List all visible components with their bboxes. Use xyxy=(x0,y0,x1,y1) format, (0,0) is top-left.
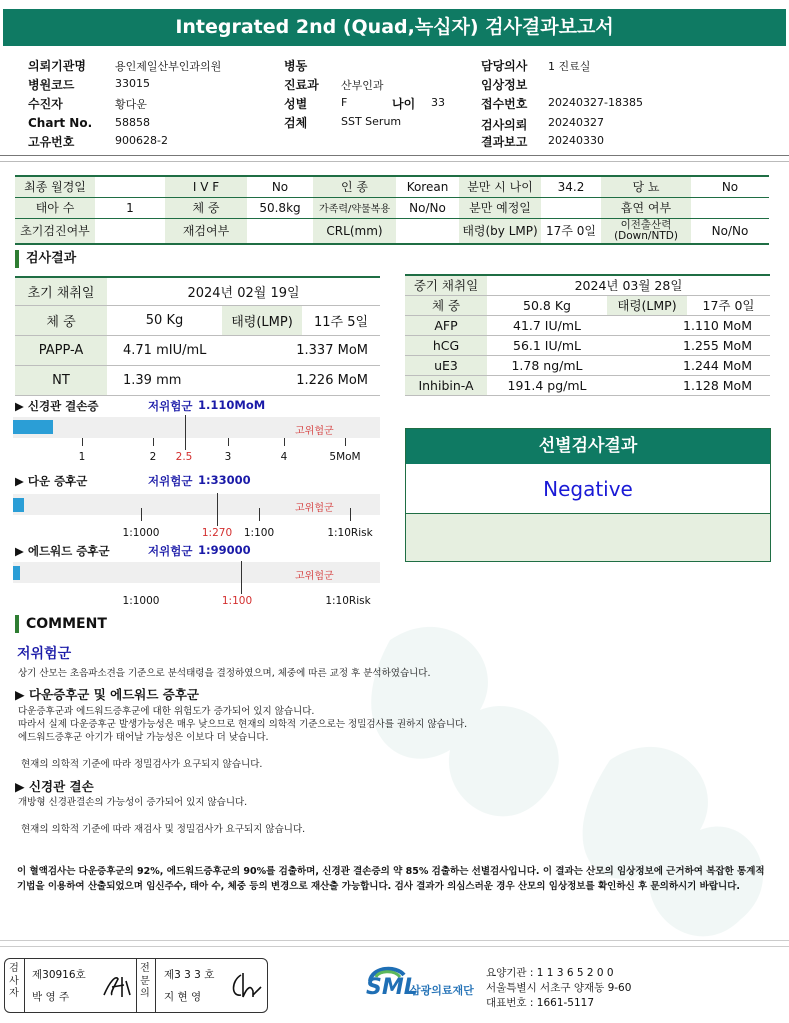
table-cell xyxy=(95,218,165,244)
table-cell xyxy=(95,176,165,197)
table-cell: 2024년 03월 28일 xyxy=(487,275,770,295)
table-cell: 50.8kg xyxy=(247,197,313,218)
stamp-divider xyxy=(155,959,156,1012)
table-row xyxy=(405,295,770,315)
tick-label: 2 xyxy=(149,451,157,463)
table-cell: uE3 xyxy=(405,355,487,375)
table-cell: 1 xyxy=(95,197,165,218)
table-row xyxy=(405,375,770,395)
table-cell: 1.78 ng/mL xyxy=(487,355,607,375)
header-value: SST Serum xyxy=(341,115,402,128)
tick-mark xyxy=(284,438,285,446)
header-value: 황다운 xyxy=(115,98,147,111)
stamp-divider xyxy=(136,959,137,1012)
table-row xyxy=(15,305,380,335)
table-row xyxy=(405,335,770,355)
comment-heading: COMMENT xyxy=(15,615,107,633)
tick-label: 1:10Risk xyxy=(327,527,373,539)
tick-mark xyxy=(82,438,83,446)
table-cell: CRL(mm) xyxy=(313,218,396,244)
header-value: F xyxy=(341,96,348,109)
inspector-signature xyxy=(100,971,134,1001)
tick-label: 1:1000 xyxy=(122,595,160,607)
table-cell: 분만 예정일 xyxy=(459,197,541,218)
tick-mark xyxy=(228,438,229,446)
header-label: 수진자 xyxy=(28,97,63,111)
inspector-name: 박 영 주 xyxy=(32,991,70,1003)
comment-text: 따라서 실제 다운증후군 발생가능성은 매우 낮으므로 현재의 의학적 기준으로는 정밀검사를 권하지 않습니다. xyxy=(18,719,468,730)
tick-mark xyxy=(259,508,260,521)
header-label: 담당의사 xyxy=(481,59,528,73)
risk-title: ▶ 신경관 결손증 xyxy=(15,399,99,413)
risk-value: 1:99000 xyxy=(198,543,251,557)
tick-label: 1:270 xyxy=(201,527,233,539)
table-cell: No/No xyxy=(691,218,769,244)
header-label: 검사의뢰 xyxy=(481,118,528,132)
header-value: 900628-2 xyxy=(115,134,168,147)
table-cell: PAPP-A xyxy=(15,335,107,365)
header-label: 고유번호 xyxy=(28,135,75,149)
comment-text: 현재의 의학적 기준에 따라 재검사 및 정밀검사가 요구되지 않습니다. xyxy=(21,824,306,835)
header-label: 결과보고 xyxy=(481,135,528,149)
header-value: 33015 xyxy=(115,77,150,90)
mid-sample-table xyxy=(405,274,770,396)
background-watermark xyxy=(330,600,789,1020)
table-cell: 중기 채취일 xyxy=(405,275,487,295)
table-cell: 체 중 xyxy=(15,305,107,335)
comment-text: 현재의 의학적 기준에 따라 정밀검사가 요구되지 않습니다. xyxy=(21,759,263,770)
table-cell: 1.255 MoM xyxy=(607,335,770,355)
risk-value: 1.110MoM xyxy=(198,398,266,412)
header-value: 20240327-18385 xyxy=(548,96,643,109)
header-value: 20240330 xyxy=(548,134,604,147)
table-cell: 41.7 IU/mL xyxy=(487,315,607,335)
tick-label: 1:100 xyxy=(221,595,253,607)
table-cell xyxy=(691,197,769,218)
table-cell: 태령(LMP) xyxy=(607,295,687,315)
screening-result-blank xyxy=(406,514,770,561)
tick-mark xyxy=(345,438,346,446)
table-cell: No xyxy=(691,176,769,197)
table-cell: 17주 0일 xyxy=(687,295,770,315)
tick-label: 5MoM xyxy=(329,451,361,463)
table-cell: 1.337 MoM xyxy=(222,335,380,365)
specialist-number: 제3 3 3 호 xyxy=(164,969,215,981)
tick-mark xyxy=(153,438,154,446)
table-cell: 체 중 xyxy=(165,197,247,218)
stamp-divider xyxy=(24,959,25,1012)
table-row xyxy=(405,355,770,375)
table-cell: 1.110 MoM xyxy=(607,315,770,335)
table-cell: hCG xyxy=(405,335,487,355)
table-cell: 분만 시 나이 xyxy=(459,176,541,197)
header-value: 20240327 xyxy=(548,116,604,129)
table-cell: 재검여부 xyxy=(165,218,247,244)
table-cell: 1.39 mm xyxy=(107,365,222,395)
table-cell: 초기 채취일 xyxy=(15,277,107,305)
comment-text: 상기 산모는 초음파소견을 기준으로 분석태령을 결정하였으며, 체중에 따른 교정 후 분석하였습니다. xyxy=(18,668,431,679)
report-title: Integrated 2nd (Quad,녹십자) 검사결과보고서 xyxy=(3,9,786,46)
tick-label: 3 xyxy=(224,451,232,463)
tick-label: 2.5 xyxy=(175,451,193,463)
tick-label: 1:100 xyxy=(243,527,275,539)
inspector-number: 제30916호 xyxy=(32,969,86,981)
table-cell: 56.1 IU/mL xyxy=(487,335,607,355)
table-cell: 50.8 Kg xyxy=(487,295,607,315)
result-section-heading: 검사결과 xyxy=(15,250,76,268)
footer-divider xyxy=(0,946,789,947)
comment-risk-group: 저위험군 xyxy=(17,646,72,662)
table-cell xyxy=(541,197,601,218)
header-label: Chart No. xyxy=(28,116,93,130)
header-divider xyxy=(0,161,789,162)
table-cell: 1.128 MoM xyxy=(607,375,770,395)
table-cell: 인 종 xyxy=(313,176,396,197)
table-cell: 태아 수 xyxy=(15,197,95,218)
table-cell: 당 뇨 xyxy=(601,176,691,197)
table-cell: Inhibin-A xyxy=(405,375,487,395)
screening-result-label: 선별검사결과 xyxy=(406,429,770,464)
tick-mark xyxy=(141,508,142,521)
header-label: 진료과 xyxy=(284,78,319,92)
comment-subtitle: ▶ 다운증후군 및 에드워드 증후군 xyxy=(15,687,199,702)
header-label: 검체 xyxy=(284,116,308,130)
header-value: 산부인과 xyxy=(341,79,384,92)
specialist-signature xyxy=(227,969,263,1003)
header-label: 접수번호 xyxy=(481,97,528,111)
screening-result-value: Negative xyxy=(406,464,770,514)
tick-label: 1 xyxy=(78,451,86,463)
table-row xyxy=(15,218,769,244)
table-row xyxy=(15,197,769,218)
risk-bar-fill xyxy=(13,498,24,512)
table-row xyxy=(15,335,380,365)
table-cell: I V F xyxy=(165,176,247,197)
comment-subtitle: ▶ 신경관 결손 xyxy=(15,779,94,794)
header-value: 58858 xyxy=(115,116,150,129)
header-label: 병원코드 xyxy=(28,78,75,92)
table-cell: NT xyxy=(15,365,107,395)
header-value: 33 xyxy=(431,96,445,109)
table-cell: 가족력/약물복용 xyxy=(313,197,396,218)
risk-title: ▶ 다운 증후군 xyxy=(15,474,88,488)
header-value: 1 진료실 xyxy=(548,60,591,73)
table-row xyxy=(15,277,380,305)
table-cell: 17주 0일 xyxy=(541,218,601,244)
header-label: 의뢰기관명 xyxy=(28,59,86,73)
table-cell xyxy=(247,218,313,244)
table-cell: 이전출산력 (Down/NTD) xyxy=(601,218,691,244)
footer-divider xyxy=(0,940,789,941)
specialist-name: 지 현 영 xyxy=(164,991,202,1003)
table-cell: 흡연 여부 xyxy=(601,197,691,218)
risk-bar-fill xyxy=(13,566,20,580)
table-cell: 체 중 xyxy=(405,295,487,315)
table-cell: 11주 5일 xyxy=(302,305,380,335)
table-cell: No xyxy=(247,176,313,197)
table-cell: No/No xyxy=(396,197,459,218)
table-cell xyxy=(396,218,459,244)
patient-info-table xyxy=(15,175,769,245)
risk-group: 저위험군 xyxy=(148,544,193,558)
cutoff-line xyxy=(185,415,186,450)
table-cell: 2024년 02월 19일 xyxy=(107,277,380,305)
specialist-label: 전문의 xyxy=(140,963,150,999)
lab-logo: SML xyxy=(366,975,418,1000)
risk-group: 저위험군 xyxy=(148,399,193,413)
comment-text: 다운증후군과 에드워드증후군에 대한 위험도가 증가되어 있지 않습니다. xyxy=(18,706,315,717)
table-row xyxy=(15,176,769,197)
header-divider xyxy=(0,155,789,156)
table-cell: 4.71 mIU/mL xyxy=(107,335,222,365)
tick-label: 1:1000 xyxy=(122,527,160,539)
table-cell: 34.2 xyxy=(541,176,601,197)
header-value: 용인제일산부인과의원 xyxy=(115,60,222,73)
table-cell: 191.4 pg/mL xyxy=(487,375,607,395)
risk-group: 저위험군 xyxy=(148,474,193,488)
risk-bar-fill xyxy=(13,420,53,434)
risk-value: 1:33000 xyxy=(198,473,251,487)
cutoff-line xyxy=(241,561,242,594)
tick-label: 1:10Risk xyxy=(325,595,371,607)
high-risk-label: 고위험군 xyxy=(295,426,334,437)
cutoff-line xyxy=(217,493,218,526)
high-risk-label: 고위험군 xyxy=(295,571,334,582)
comment-text: 에드워드증후군 아기가 태어날 가능성은 이보다 더 낮습니다. xyxy=(18,732,269,743)
table-row xyxy=(15,365,380,395)
header-label: 병동 xyxy=(284,59,308,73)
header-label: 성별 xyxy=(284,97,308,111)
risk-title: ▶ 에드워드 증후군 xyxy=(15,544,110,558)
lab-address: 서울특별시 서초구 양재동 9-60 xyxy=(486,982,632,994)
table-cell: 50 Kg xyxy=(107,305,222,335)
table-row xyxy=(405,275,770,295)
table-cell: 태령(by LMP) xyxy=(459,218,541,244)
screening-result-box xyxy=(405,428,771,562)
table-row xyxy=(405,315,770,335)
lab-phone: 대표번호 : 1661-5117 xyxy=(486,997,595,1009)
table-cell: 태령(LMP) xyxy=(222,305,302,335)
footnote: 이 혈액검사는 다운증후군의 92%, 에드워드증후군의 90%를 검출하며, 신경관 결손증의 약 85% 검출하는 선별검사입니다. 이 결과는 산모의 임상정보에 근거하여 복잡한 통계적 기법을 이용하여 산출되었으며 임신주수, 태아 수, 체중 등의 변경으로 재산출 가능합니다. 검사 결과가 의심스러운 경우 산모의 임상정보를 확인하신 후 문의하시기 바랍니다. xyxy=(17,866,765,892)
table-cell: 최종 월경일 xyxy=(15,176,95,197)
comment-text: 개방형 신경관결손의 가능성이 증가되어 있지 않습니다. xyxy=(18,797,248,808)
lab-code: 요양기관 : 1 1 3 6 5 2 0 0 xyxy=(486,967,614,979)
table-cell: 1.244 MoM xyxy=(607,355,770,375)
inspector-label: 검사자 xyxy=(9,963,19,999)
high-risk-label: 고위험군 xyxy=(295,503,334,514)
table-cell: AFP xyxy=(405,315,487,335)
table-cell: Korean xyxy=(396,176,459,197)
early-sample-table xyxy=(15,276,380,396)
header-label: 임상정보 xyxy=(481,78,528,92)
tick-mark xyxy=(350,508,351,521)
table-cell: 1.226 MoM xyxy=(222,365,380,395)
table-cell: 초기검진여부 xyxy=(15,218,95,244)
header-label: 나이 xyxy=(392,97,416,111)
lab-name: 삼광의료재단 xyxy=(410,984,474,997)
tick-label: 4 xyxy=(280,451,288,463)
signature-stamp xyxy=(4,958,268,1013)
